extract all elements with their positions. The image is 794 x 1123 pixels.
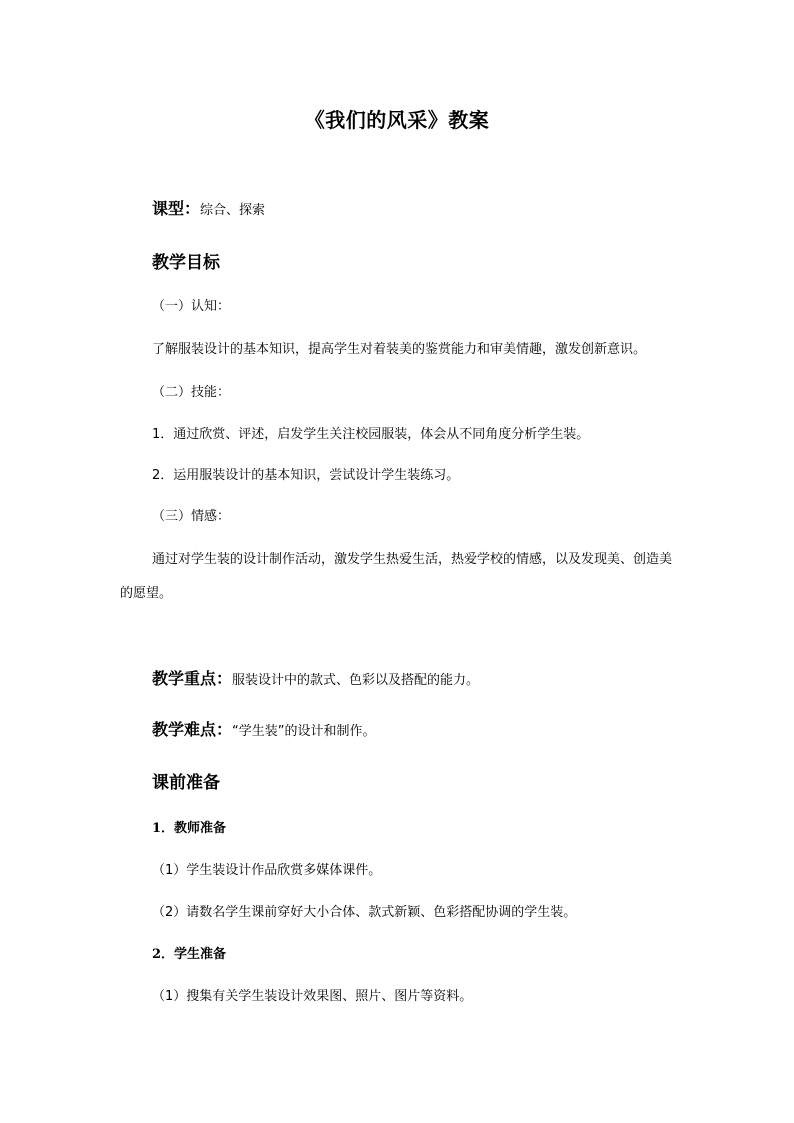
key-point-line bbox=[152, 670, 479, 690]
objectives-heading: 教学目标 bbox=[152, 253, 220, 273]
course-type-label: 课型： bbox=[152, 199, 201, 218]
teacher-prep-item-2: （2）请数名学生课前穿好大小合体、款式新颖、色彩搭配协调的学生装。 bbox=[152, 905, 577, 920]
skills-item-2: 2．运用服装设计的基本知识，尝试设计学生装练习。 bbox=[152, 468, 460, 483]
key-point-label: 教学重点： bbox=[152, 669, 233, 688]
key-point-value: 服装设计中的款式、色彩以及搭配的能力。 bbox=[232, 673, 480, 688]
emotion-paragraph: 通过对学生装的设计制作活动，激发学生热爱生活，热爱学校的情感，以及发现美、创造美的愿望。 bbox=[120, 552, 673, 601]
cognition-text: 了解服装设计的基本知识，提高学生对着装美的鉴赏能力和审美情趣，激发创新意识。 bbox=[152, 342, 647, 357]
preparation-heading: 课前准备 bbox=[152, 773, 220, 793]
course-type-value: 综合、探索 bbox=[200, 203, 266, 218]
course-type-line bbox=[152, 200, 265, 220]
teacher-prep-item-1: （1）学生装设计作品欣赏多媒体课件。 bbox=[152, 863, 382, 878]
document-title: 《我们的风采》教案 bbox=[304, 108, 490, 132]
difficulty-line bbox=[152, 721, 376, 741]
difficulty-label: 教学难点： bbox=[152, 720, 233, 739]
difficulty-value: “学生装”的设计和制作。 bbox=[232, 724, 376, 739]
student-prep-item-1: （1）搜集有关学生装设计效果图、照片、图片等资料。 bbox=[152, 989, 473, 1004]
skills-item-1: 1．通过欣赏、评述，启发学生关注校园服装，体会从不同角度分析学生装。 bbox=[152, 427, 590, 442]
skills-heading: （二）技能： bbox=[152, 385, 231, 400]
teacher-prep-heading: 1．教师准备 bbox=[152, 821, 227, 836]
emotion-heading: （三）情感： bbox=[152, 509, 231, 524]
cognition-heading: （一）认知： bbox=[152, 299, 231, 314]
student-prep-heading: 2．学生准备 bbox=[152, 947, 227, 962]
